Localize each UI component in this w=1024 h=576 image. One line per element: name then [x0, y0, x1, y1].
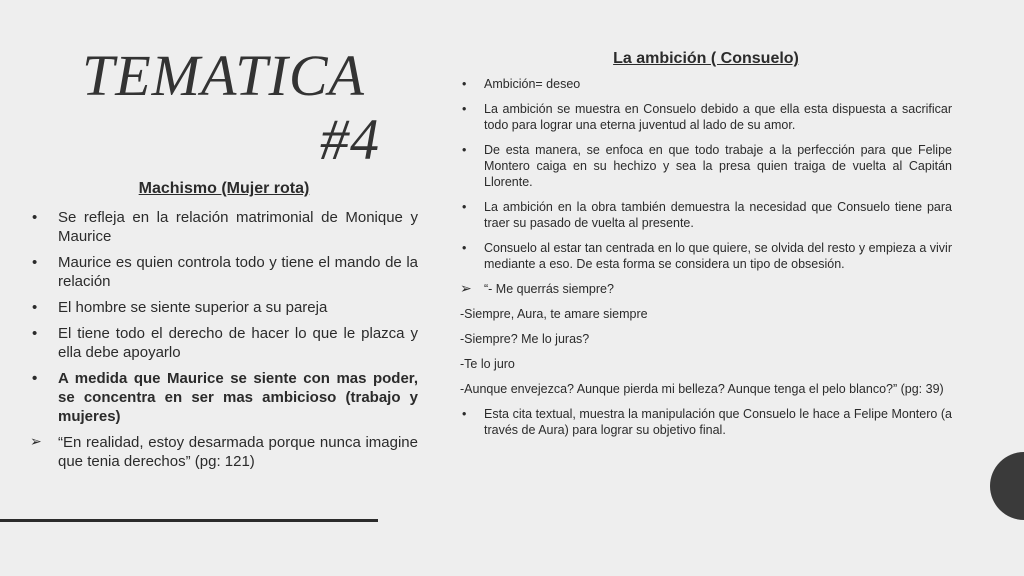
bullet-icon: • [462, 200, 467, 214]
list-item: • Esta cita textual, muestra la manipulación que Consuelo le hace a Felipe Montero (a través de Aura) para lograr su objetivo final. [462, 407, 952, 437]
list-item: • Ambición= deseo [462, 77, 581, 91]
bullet-icon: • [32, 299, 38, 316]
list-item: • Se refleja en la relación matrimonial de Monique y Maurice [32, 209, 418, 245]
bullet-icon: • [32, 209, 38, 226]
list-item-bold: • A medida que Maurice se siente con mas poder, se concentra en ser mas ambicioso (trabajo y mujeres) [32, 370, 418, 425]
list-item: • El hombre se siente superior a su pareja [32, 299, 328, 316]
left-column [30, 180, 418, 478]
list-item: • La ambición se muestra en Consuelo debido a que ella esta dispuesta a sacrificar todo para lograr una eterna juventud al lado de su amor. [462, 102, 952, 132]
bullet-icon: • [462, 241, 467, 255]
arrow-bullet-icon: ➢ [30, 433, 42, 449]
dialogue-line: -Siempre? Me lo juras? [460, 332, 590, 346]
bullet-icon: • [32, 254, 38, 271]
bullet-icon: • [462, 143, 467, 157]
list-item: • Maurice es quien controla todo y tiene el mando de la relación [32, 254, 418, 290]
right-heading: La ambición ( Consuelo) [613, 50, 799, 67]
decorative-circle [990, 452, 1024, 520]
slide-title [82, 44, 382, 172]
right-bullet-list [460, 76, 952, 297]
dialogue-line: -Siempre, Aura, te amare siempre [460, 307, 648, 321]
title-line-1: TEMATICA [82, 43, 365, 108]
right-final-list [460, 406, 952, 438]
bullet-icon: • [462, 407, 467, 421]
dialogue-line: -Te lo juro [460, 357, 515, 371]
bullet-icon: • [32, 325, 38, 342]
arrow-bullet-icon: ➢ [460, 280, 472, 296]
divider-line [0, 519, 378, 522]
quote-item: ➢ “- Me querrás siempre? [460, 280, 614, 296]
bullet-icon: • [32, 370, 38, 387]
list-item: • De esta manera, se enfoca en que todo trabaje a la perfección para que Felipe Montero caiga en su hechizo y sea la presa quien traiga de vuelta al Capitán Llorente. [462, 143, 952, 189]
title-line-2: #4 [320, 107, 380, 172]
list-item: • El tiene todo el derecho de hacer lo que le plazca y ella debe apoyarlo [32, 325, 418, 361]
right-column [460, 50, 952, 447]
left-bullet-list [30, 208, 418, 471]
bullet-icon: • [462, 102, 467, 116]
list-item: • La ambición en la obra también demuestra la necesidad que Consuelo tiene para traer su pasado de vuelta al presente. [462, 200, 952, 230]
quote-item: ➢ “En realidad, estoy desarmada porque nunca imagine que tenia derechos” (pg: 121) [30, 433, 418, 470]
left-heading: Machismo (Mujer rota) [138, 180, 310, 197]
dialogue-line: -Aunque envejezca? Aunque pierda mi belleza? Aunque tenga el pelo blanco?” (pg: 39) [460, 382, 944, 396]
bullet-icon: • [462, 77, 467, 91]
list-item: • Consuelo al estar tan centrada en lo que quiere, se olvida del resto y empieza a vivir mediante a eso. De esta forma se considera un tipo de obsesión. [462, 241, 952, 271]
